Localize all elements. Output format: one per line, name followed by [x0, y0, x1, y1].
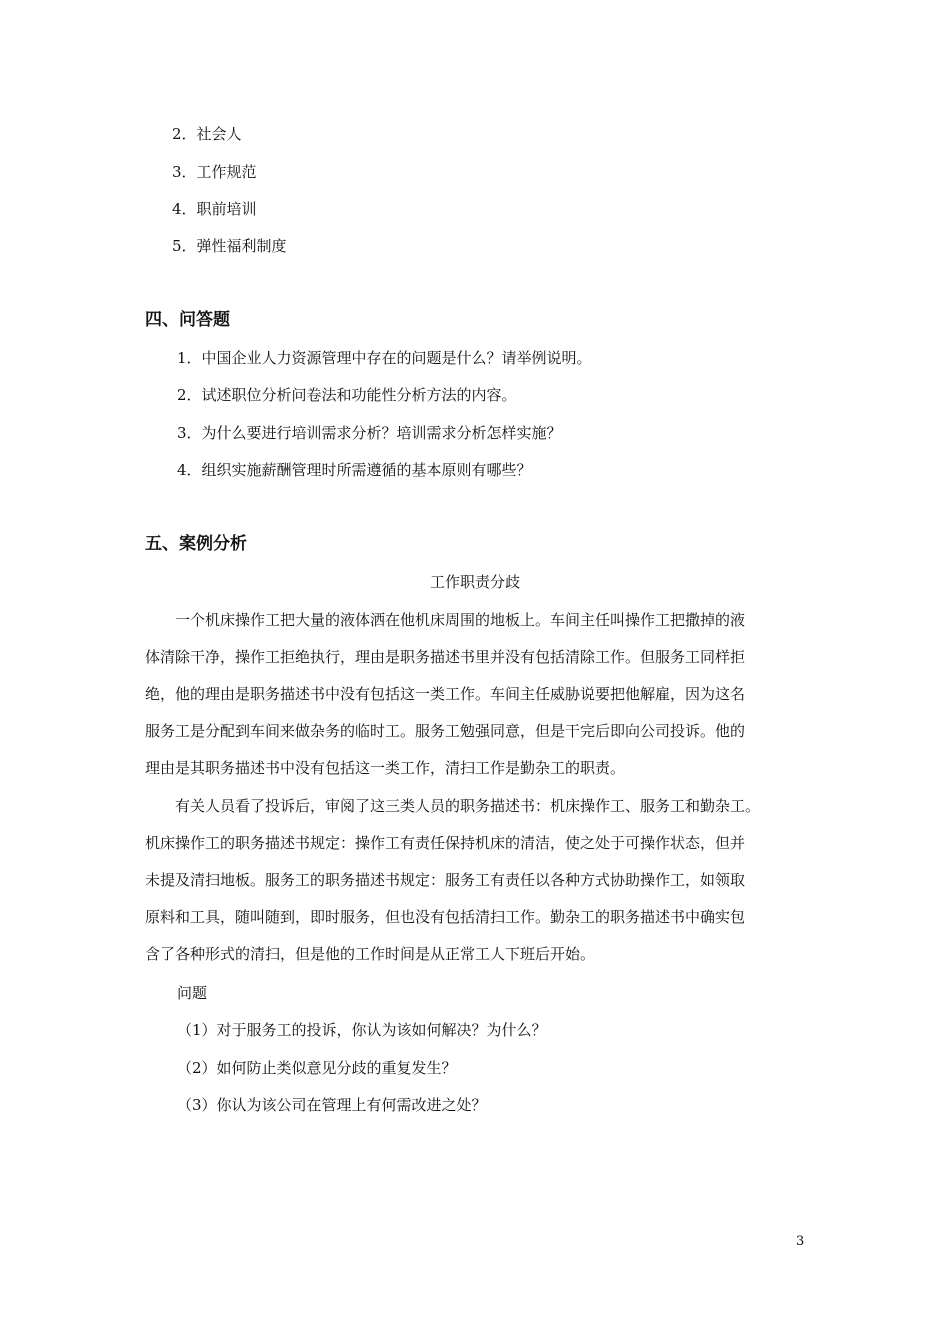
case-paragraph-line: 含了各种形式的清扫，但是他的工作时间是从正常工人下班后开始。: [145, 945, 596, 963]
question-item: 1．中国企业人力资源管理中存在的问题是什么？请举例说明。: [177, 349, 592, 367]
case-paragraph-line: 机床操作工的职务描述书规定：操作工有责任保持机床的清洁，使之处于可操作状态，但并: [145, 834, 746, 852]
case-paragraph-line: 服务工是分配到车间来做杂务的临时工。服务工勉强同意，但是干完后即向公司投诉。他的: [145, 722, 746, 740]
case-title: 工作职责分歧: [429, 573, 520, 591]
case-question-item: （3）你认为该公司在管理上有何需改进之处？: [177, 1096, 487, 1114]
case-paragraph-line: 有关人员看了投诉后，审阅了这三类人员的职务描述书：机床操作工、服务工和勤杂工。: [175, 797, 761, 815]
questions-label: 问题: [177, 984, 208, 1002]
term-item: 2．社会人: [172, 125, 242, 143]
case-paragraph-line: 未提及清扫地板。服务工的职务描述书规定：服务工有责任以各种方式协助操作工，如领取: [145, 871, 746, 889]
page-number: 3: [796, 1234, 805, 1249]
section-heading-case: 五、案例分析: [145, 534, 247, 554]
case-question-item: （2）如何防止类似意见分歧的重复发生？: [177, 1059, 457, 1077]
case-paragraph-line: 一个机床操作工把大量的液体洒在他机床周围的地板上。车间主任叫操作工把撒掉的液: [175, 611, 746, 629]
section-heading-qa: 四、问答题: [145, 310, 230, 330]
case-question-item: （1）对于服务工的投诉，你认为该如何解决？为什么？: [177, 1021, 547, 1039]
case-paragraph-line: 体清除干净，操作工拒绝执行，理由是职务描述书里并没有包括清除工作。但服务工同样拒: [145, 648, 746, 666]
question-item: 2．试述职位分析问卷法和功能性分析方法的内容。: [177, 386, 517, 404]
term-item: 4．职前培训: [172, 200, 257, 218]
question-item: 3．为什么要进行培训需求分析？培训需求分析怎样实施？: [177, 424, 562, 442]
term-item: 3．工作规范: [172, 163, 257, 181]
case-paragraph-line: 绝，他的理由是职务描述书中没有包括这一类工作。车间主任威胁说要把他解雇，因为这名: [145, 685, 746, 703]
case-paragraph-line: 理由是其职务描述书中没有包括这一类工作，清扫工作是勤杂工的职责。: [145, 759, 626, 777]
question-item: 4．组织实施薪酬管理时所需遵循的基本原则有哪些？: [177, 461, 532, 479]
case-paragraph-line: 原料和工具，随叫随到，即时服务，但也没有包括清扫工作。勤杂工的职务描述书中确实包: [145, 908, 746, 926]
term-item: 5．弹性福利制度: [172, 237, 287, 255]
